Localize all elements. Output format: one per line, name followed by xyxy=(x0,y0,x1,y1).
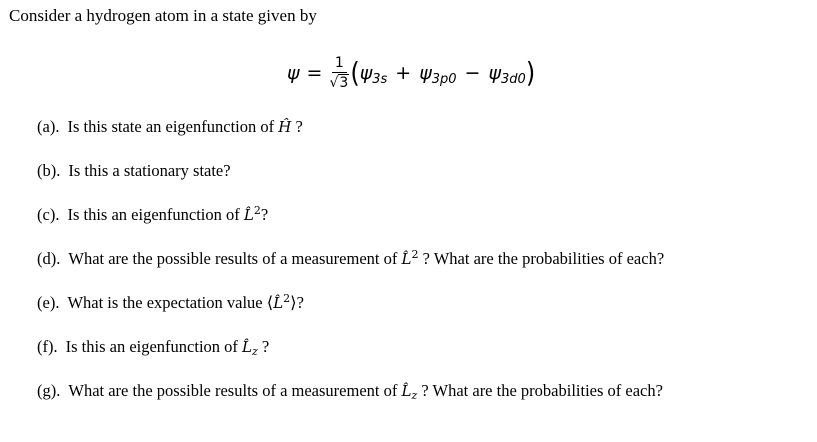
question-label: (a). xyxy=(37,117,60,136)
problem-intro: Consider a hydrogen atom in a state given by xyxy=(9,6,317,25)
question-label: (d). xyxy=(37,249,61,268)
question-a xyxy=(37,117,303,137)
term-psi-3p0: $\psi_{3p0}$ xyxy=(419,62,457,87)
open-paren: ( xyxy=(350,56,360,90)
question-label: (e). xyxy=(37,293,60,312)
question-suffix: ? What are the probabilities of each? xyxy=(418,249,665,268)
question-text: Is this a stationary state? xyxy=(68,161,231,180)
close-paren: ) xyxy=(525,56,536,90)
question-g xyxy=(37,381,663,401)
l-squared-operator: L̂$^2$ xyxy=(401,248,419,268)
question-label: (c). xyxy=(37,205,60,224)
term-psi-3d0: $\psi_{3d0}$ xyxy=(488,62,526,87)
plus-operator: + xyxy=(395,62,412,84)
lz-operator: $L̂_z$ xyxy=(401,382,418,402)
question-text: Is this state an eigenfunction of xyxy=(67,117,275,136)
minus-operator: − xyxy=(464,62,481,84)
question-e xyxy=(37,293,304,313)
question-text: What are the possible results of a measurement of xyxy=(68,249,398,268)
normalization-fraction xyxy=(329,55,349,92)
question-suffix: ? What are the probabilities of each? xyxy=(417,381,663,400)
wavefunction-equation xyxy=(287,44,535,102)
question-suffix: ⟩? xyxy=(290,293,304,312)
question-d xyxy=(37,249,664,269)
question-text: Is this an eigenfunction of xyxy=(67,205,240,224)
question-text: Is this an eigenfunction of xyxy=(65,337,238,356)
fraction-numerator: 1 xyxy=(332,55,347,73)
l-squared-operator: L̂$^2$ xyxy=(273,292,291,312)
hamiltonian-operator: Ĥ xyxy=(278,118,292,136)
question-c xyxy=(37,205,268,225)
question-suffix: ? xyxy=(260,205,269,224)
equals-sign: = xyxy=(306,62,323,84)
question-f xyxy=(37,337,269,357)
term-psi-3s: $\psi_{3s}$ xyxy=(359,62,388,87)
fraction-denominator xyxy=(329,73,349,92)
question-b xyxy=(37,161,231,181)
lz-operator: $L̂_z$ xyxy=(242,338,258,358)
question-label: (f). xyxy=(37,337,58,356)
question-text: What is the expectation value ⟨ xyxy=(67,293,274,312)
question-label: (g). xyxy=(37,381,61,400)
question-label: (b). xyxy=(37,161,61,180)
l-squared-operator: L̂$^2$ xyxy=(243,204,261,224)
psi-symbol: ψ xyxy=(287,62,300,84)
question-text: What are the possible results of a measurement of xyxy=(68,381,398,400)
question-suffix: ? xyxy=(291,117,303,136)
sqrt-radicand: 3 xyxy=(339,74,349,91)
question-suffix: ? xyxy=(257,337,270,356)
sqrt-sign: √ xyxy=(329,74,339,91)
